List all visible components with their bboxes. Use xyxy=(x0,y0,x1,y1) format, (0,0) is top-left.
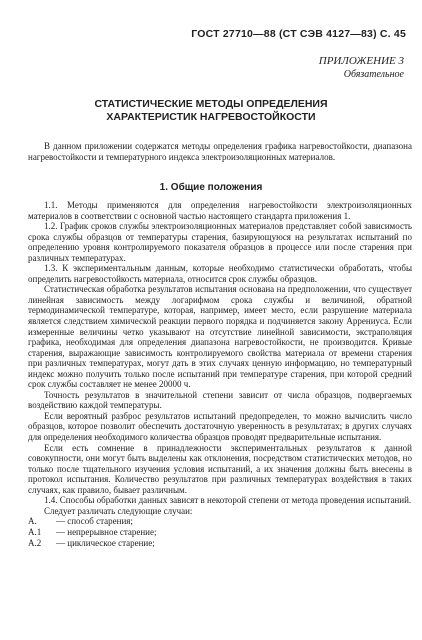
case-text: — способ старения; xyxy=(56,516,133,527)
paragraph-statistical-processing: Статистическая обработка результатов испытания основана на предположении, что существует линейная зависимость между логарифмом срока службы и величиной, обратной термодинамической температуре, которая, например, имеет место, если разрушение материала является следствием химической реакции первого порядка и подчиняется закону Аррениуса. Если измеренные величины четко указывают на отсутствие линейной зависимости, экстраполяция графика, необходимая для определения диапазона нагревостойкости, не производится. Кривые старения, выражающие зависимость контролируемого свойства материала от времени старения при различных температурах, могут дать в этих случаях ценную информацию, но температурный индекс можно получить только после испытаний при температуре старения, при которой средний срок службы составляет не менее 20000 ч. xyxy=(28,284,412,390)
case-text: — непрерывное старение; xyxy=(56,526,157,537)
list-item xyxy=(28,516,412,527)
case-code: А.1 xyxy=(28,526,42,537)
paragraph-cases-intro: Следует различать следующие случаи: xyxy=(44,505,193,516)
page-header: ГОСТ 27710—88 (СТ СЭВ 4127—83) С. 45 xyxy=(191,28,406,40)
title-line-1: СТАТИСТИЧЕСКИЕ МЕТОДЫ ОПРЕДЕЛЕНИЯ xyxy=(94,98,328,110)
paragraph-outliers: Если есть сомнение в принадлежности экспериментальных результатов к данной совокупности, они могут быть выделены как отклонения, посредством статистических методов, но только после тщательного изучения условия испытаний, а их значения должны быть внесены в протокол испытания. Количество результатов при различных температурах воздействия в таких случаях, как правило, бывает различным. xyxy=(28,442,412,495)
paragraph-1-2: 1.2. График сроков службы электроизоляционных материалов представляет собой зависимость срока службы образцов от температуры старения, базирующуюся на результатах испытаний по определению уровня контролируемого показателя образцов в процессе или после старения при различных температурах. xyxy=(28,221,412,263)
paragraph-1-3: 1.3. К экспериментальным данным, которые необходимо статистически обработать, чтобы определить нагревостойкость материала, относится срок службы образцов. xyxy=(28,263,412,284)
section-body xyxy=(28,200,412,548)
appendix-label: ПРИЛОЖЕНИЕ 3 xyxy=(318,55,404,67)
section-heading: 1. Общие положения xyxy=(159,182,263,193)
case-text: — циклическое старение; xyxy=(56,537,155,548)
title-line-2: ХАРАКТЕРИСТИК НАГРЕВОСТОЙКОСТИ xyxy=(106,111,316,123)
list-item xyxy=(28,538,412,549)
paragraph-accuracy: Точность результатов в значительной степени зависит от числа образцов, подвергаемых воздействию каждой температуры. xyxy=(28,389,412,411)
paragraph-1-1: 1.1. Методы применяются для определения нагревостойкости электроизоляционных материалов в соответствии с основной частью настоящего стандарта приложения 1. xyxy=(28,200,412,221)
case-code: А.2 xyxy=(28,537,42,548)
paragraph-1-4: 1.4. Способы обработки данных зависят в некоторой степени от метода проведения испытаний. xyxy=(44,495,412,506)
intro-paragraph: В данном приложении содержатся методы определения графика нагревостойкости, диапазона нагревостойкости и температурного индекса электроизоляционных материалов. xyxy=(28,141,412,162)
paragraph-sample-count: Если вероятный разброс результатов испытаний предопределен, то можно вычислить число образцов, которое позволит обеспечить достаточную уверенность в результатах; в других случаях для определения необходимого количества образцов проводят предварительные испытания. xyxy=(28,410,412,443)
appendix-block xyxy=(319,55,404,81)
intro-block xyxy=(28,141,412,162)
case-code: А. xyxy=(28,516,37,527)
appendix-status: Обязательное xyxy=(343,69,404,80)
list-item xyxy=(28,527,412,538)
document-title xyxy=(0,98,422,124)
cases-list xyxy=(28,516,412,548)
